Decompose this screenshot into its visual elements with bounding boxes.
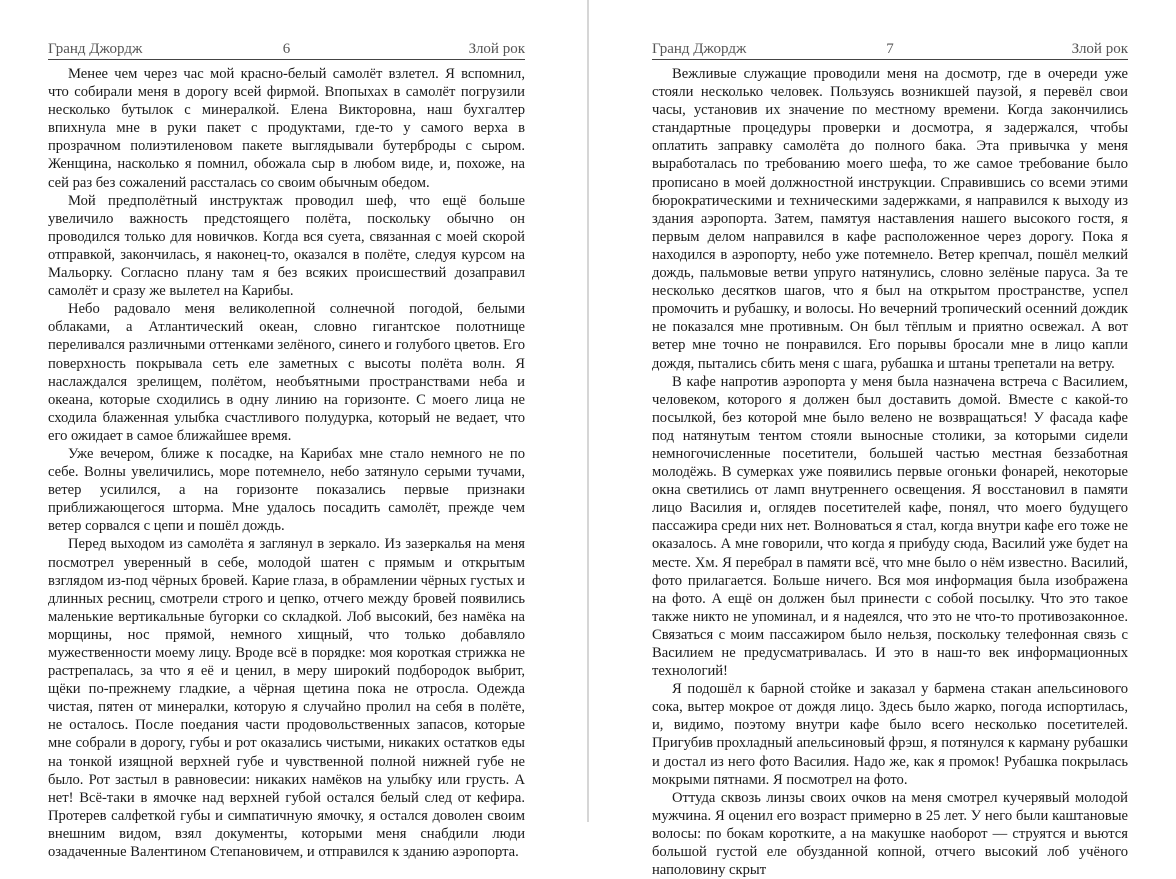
paragraph: В кафе напротив аэропорта у меня была назначена встреча с Василием, человеком, которого я должен был доставить домой. Вместе с какой-то посылкой, без которой мне было велено не возвращаться! У фасада кафе под натянутым тентом стояли выносные столики, за которыми сидели немногочисленные посетители, большей частью местная беззаботная молодёжь. В сумерках уже появились первые огоньки фонарей, некоторые окна светились от ламп внутреннего освещения. Я восстановил в памяти лицо Василия и, оглядев посетителей кафе, понял, что моего будущего пассажира среди них нет. Волноваться я стал, когда внутри кафе его тоже не оказалось. А мне говорили, что когда я прибуду сюда, Василий уже будет на месте. Хм. Я перебрал в памяти всё, что мне было о нём известно. Василий, фото прилагается. Больше ничего. Вся моя информация была изображена на фото. А ещё он должен был принести с собой посылку. Что это такое также никто не упоминал, и я надеялся, что это не что-то противозаконное. Связаться с моим пассажиром было нельзя, поскольку телефонная связь с Василием не предусматривалась. И это в наш-то век информационных технологий!: [652, 373, 1128, 680]
right-page: [589, 0, 1176, 879]
paragraph: Перед выходом из самолёта я заглянул в зеркало. Из зазеркалья на меня посмотрел уверенный в себе, молодой шатен с прямым и открытым взглядом из-под чёрных бровей. Карие глаза, в обрамлении чёрных густых и длинных ресниц, смотрели строго и цепко, отчего между бровей появились маленькие вертикальные бугорки со складкой. Лоб высокий, без намёка на морщины, нос прямой, немного хищный, что только добавляло мужественности моему лицу. Вроде всё в порядке: моя короткая стрижка не растрепалась, за что я её и ценил, в меру широкий подбородок выбрит, щёки по-прежнему гладкие, а чёрная щетина пока не отросла. Одежда чистая, пятен от минералки, которую я случайно пролил на себя в полёте, не осталось. После поедания части продовольственных запасов, которые мне собрали в дорогу, губы и рот оказались чистыми, никаких остатков еды на тонкой изящной верхней губе и чувственной полной нижней губе не было. Рот застыл в равновесии: никаких намёков на улыбку или грусть. А нет! Всё-таки в ямочке над верхней губой остался белый след от кефира. Протерев салфеткой губы и симпатичную ямочку, я остался доволен своим внешним видом, взял документы, которыми меня снабдили люди озадаченные Валентином Степановичем, и отправился к зданию аэропорта.: [48, 536, 525, 861]
header-book-title: Злой рок: [1071, 41, 1128, 57]
header-author: Гранд Джордж: [652, 41, 747, 57]
header-author: Гранд Джордж: [48, 41, 143, 57]
left-page: [0, 0, 588, 861]
paragraph: Небо радовало меня великолепной солнечной погодой, белыми облаками, а Атлантический океан, словно гигантское полотнище переливался различными оттенками зелёного, синего и голубого цветов. Его поверхность покрывала сеть еле заметных с высоты полёта волн. Я наслаждался зрелищем, полётом, необъятными пространствами неба и океана, которые сходились в одну линию на горизонте. С моего лица не сходила блаженная улыбка счастливого полудурка, который не ведает, что его ожидает в самое ближайшее время.: [48, 301, 525, 444]
page-body: [48, 65, 525, 861]
paragraph: Вежливые служащие проводили меня на досмотр, где в очереди уже стояли несколько человек. Пользуясь возникшей паузой, я перевёл свои часы, установив их значение по местному времени. Когда закончились стандартные процедуры проверки и досмотра, я задержался, чтобы оплатить заправку самолёта до полного бака. Эта привычка у меня выработалась по требованию моего шефа, то же самое требование было прописано в моей должностной инструкции. Справившись со всеми этими бюрократическими и техническими задержками, я направился к выходу из здания аэропорта. Затем, памятуя наставления нашего высокого гостя, я первым делом направился в кафе расположенное через дорогу. Пока я находился в аэропорту, небо уже потемнело. Ветер крепчал, пошёл мелкий дождь, пальмовые ветви упруго натянулись, словно зелёные паруса. За те несколько десятков шагов, что я был на открытом пространстве, успел промочить и рубашку, и волосы. Но вечерний тропический осенний дождик не показался мне противным. Он был тёплым и приятно освежал. А вот ветер мне точно не понравился. Его порывы бросали мне в лицо капли дождя, пытались сбить меня с шага, рубашка и штаны трепетали на ветру.: [652, 66, 1128, 372]
running-header: [652, 40, 1128, 60]
header-book-title: Злой рок: [468, 41, 525, 57]
page-number: 6: [282, 41, 291, 57]
paragraph: Уже вечером, ближе к посадке, на Карибах мне стало немного не по себе. Волны увеличились, море потемнело, небо затянуло серыми тучами, ветер усилился, а на горизонте показались первые признаки приближающегося шторма. Мне удалось посадить самолёт, прежде чем ветер сорвался с цепи и пошёл дождь.: [48, 445, 525, 535]
paragraph: Оттуда сквозь линзы своих очков на меня смотрел кучерявый молодой мужчина. Я оценил его возраст примерно в 25 лет. У него были каштановые волосы: по бокам коротките, а на макушке наоборот — струятся и вьются большой густой еле обузданной копной, отчего высокий лоб учёного наполовину скрыт: [652, 789, 1128, 879]
running-header: [48, 40, 525, 60]
page-number: 7: [886, 41, 894, 57]
paragraph: Я подошёл к барной стойке и заказал у бармена стакан апельсинового сока, вытер мокрое от дождя лицо. Здесь было жарко, погода испортилась, и, видимо, поэтому внутри кафе было всего несколько посетителей. Пригубив прохладный апельсиновый фрэш, я потянулся к карману рубашки и достал из него фото Василия. Надо же, как я промок! Рубашка покрылась мокрыми пятнами. Я посмотрел на фото.: [652, 681, 1128, 788]
page-body: [652, 65, 1128, 879]
paragraph: Мой предполётный инструктаж проводил шеф, что ещё больше увеличило важность предстоящего полёта, поскольку обычно он проводился только для новичков. Когда вся суета, связанная с моей скорой отправкой, закончилась, я наконец-то, оказался в полёте, следуя курсом на Мальорку. Согласно плану там я без всяких происшествий дозаправил самолёт и сразу же вылетел на Карибы.: [48, 192, 525, 300]
paragraph: Менее чем через час мой красно-белый самолёт взлетел. Я вспомнил, что собирали меня в дорогу всей фирмой. Впопыхах в самолёт погрузили несколько бутылок с минералкой. Елена Викторовна, наш бухгалтер впихнула мне в руки пакет с продуктами, где-то у самого верха в прозрачном полиэтиленовом пакете выглядывали бутерброды с сыром. Женщина, насколько я помнил, обожала сыр в любом виде, и, похоже, на сей раз без сожалений рассталась со своим обычным обедом.: [48, 66, 525, 191]
